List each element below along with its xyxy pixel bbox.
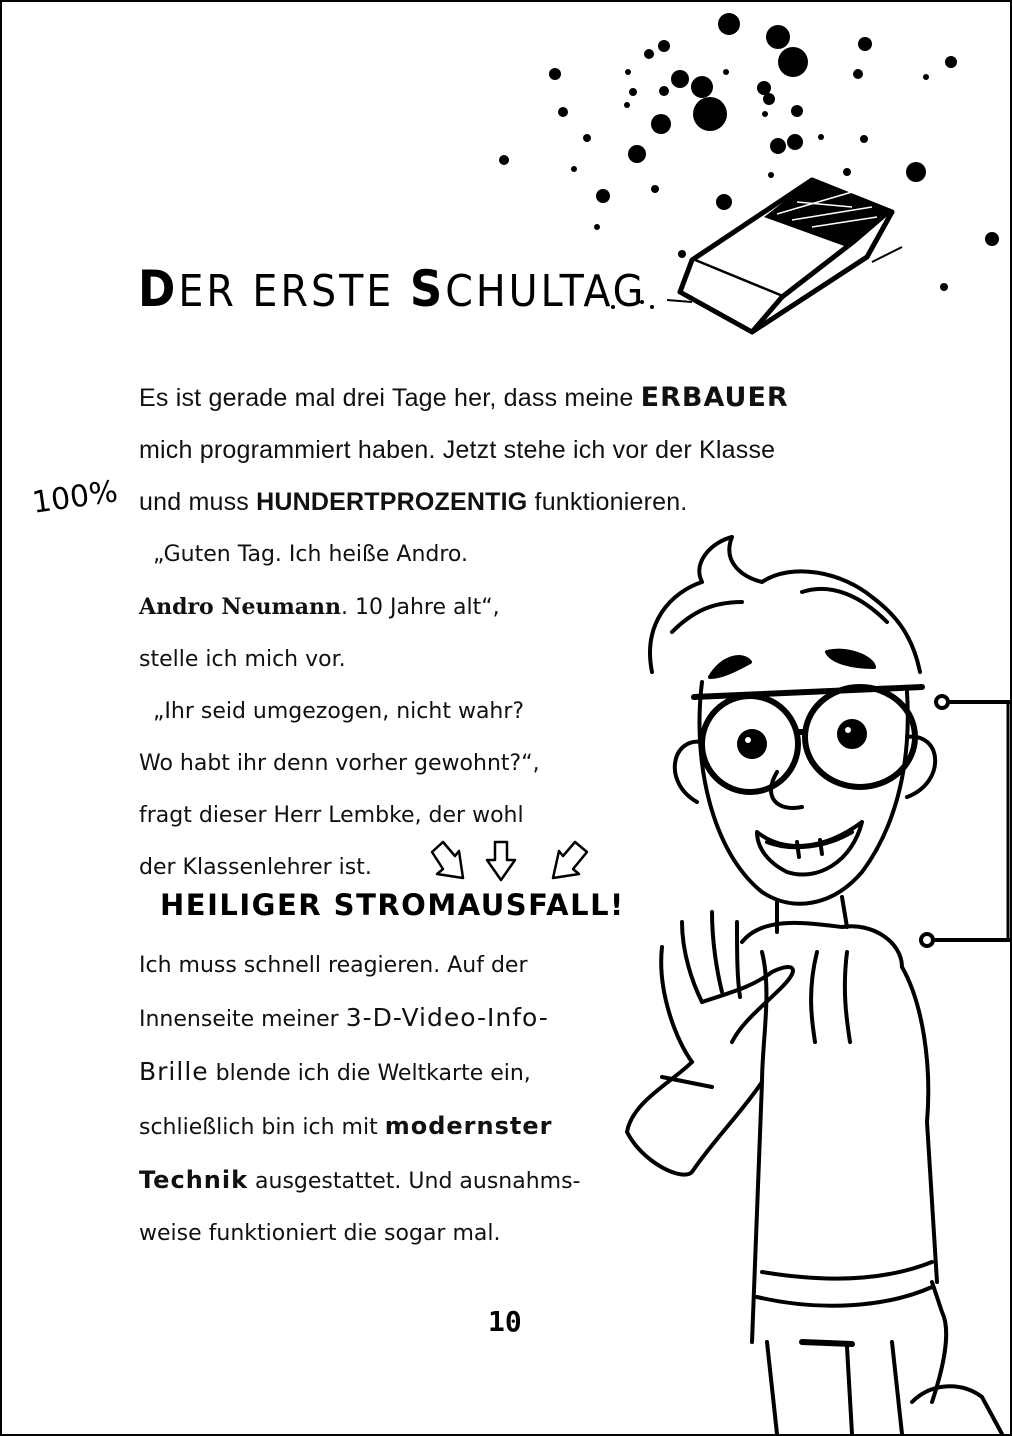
emphasis-technik: Technik: [139, 1166, 249, 1194]
emphasis-andro-neumann: Andro Neumann: [139, 594, 341, 620]
shout-heiliger-stromausfall: HEILIGER STROMAUSFALL!: [160, 888, 625, 922]
line-text: Wo habt ihr denn vorher gewohnt?“,: [139, 751, 540, 776]
chapter-title: [138, 260, 646, 318]
arrows-group: [427, 838, 597, 888]
line-text: „Ihr seid umgezogen, nicht wahr?: [139, 699, 525, 724]
title-initial-s: S: [409, 260, 446, 318]
text-line: [139, 940, 581, 992]
text-line: [139, 529, 540, 581]
character-illustration: [602, 522, 1010, 1434]
line-text: . 10 Jahre alt“,: [341, 595, 500, 620]
text-line: [139, 476, 789, 528]
line-text: stelle ich mich vor.: [139, 647, 346, 672]
line-text: schließlich bin ich mit: [139, 1115, 385, 1140]
text-line: [139, 1100, 581, 1154]
text-line: [139, 581, 540, 634]
arrow-down-icon: [487, 842, 515, 880]
margin-note-100-percent: 100%: [29, 474, 120, 521]
title-part-1: ER ERSTE: [178, 266, 410, 317]
text-line: [139, 686, 540, 738]
line-text: weise funktioniert die sogar mal.: [139, 1221, 501, 1246]
text-line: [139, 992, 581, 1046]
arrow-down-right-icon: [432, 842, 463, 878]
line-text: der Klassenlehrer ist.: [139, 855, 372, 880]
line-text: fragt dieser Herr Lembke, der wohl: [139, 803, 524, 828]
emphasis-3d-video-info-brille: 3-D-Video-Info-: [345, 1003, 549, 1032]
text-line: [139, 738, 540, 790]
line-text: funktionieren.: [527, 488, 688, 516]
title-part-2: CHULTAG: [445, 266, 647, 317]
line-text: mich programmiert haben. Jetzt stehe ich vor der Klasse: [139, 436, 776, 464]
arrow-down-left-icon: [553, 842, 587, 878]
page-number: 10: [488, 1305, 522, 1338]
line-text: Es ist gerade mal drei Tage her, dass meine: [139, 384, 641, 412]
emphasis-brille: Brille: [139, 1057, 209, 1086]
text-line: [139, 1046, 581, 1100]
line-text: und muss: [139, 488, 257, 516]
line-text: ausgestattet. Und ausnahms-: [248, 1169, 581, 1194]
title-initial-d: D: [138, 260, 179, 318]
text-line: [139, 634, 540, 686]
line-text: „Guten Tag. Ich heiße Andro.: [139, 542, 469, 567]
line-text: Ich muss schnell reagieren. Auf der: [139, 953, 528, 978]
text-line: [139, 1208, 581, 1260]
paragraph-reaction: [139, 940, 581, 1260]
paragraph-intro: [139, 372, 789, 528]
emphasis-modernster: modernster: [384, 1112, 553, 1140]
text-line: [139, 790, 540, 842]
text-line: [139, 424, 789, 476]
emphasis-erbauer: ERBAUER: [640, 382, 789, 413]
text-line: [139, 1154, 581, 1208]
line-text: Innenseite meiner: [139, 1007, 346, 1032]
line-text: blende ich die Weltkarte ein,: [208, 1061, 531, 1086]
text-line: [139, 372, 789, 424]
emphasis-hundertprozentig: HUNDERTPROZENTIG: [256, 488, 528, 516]
